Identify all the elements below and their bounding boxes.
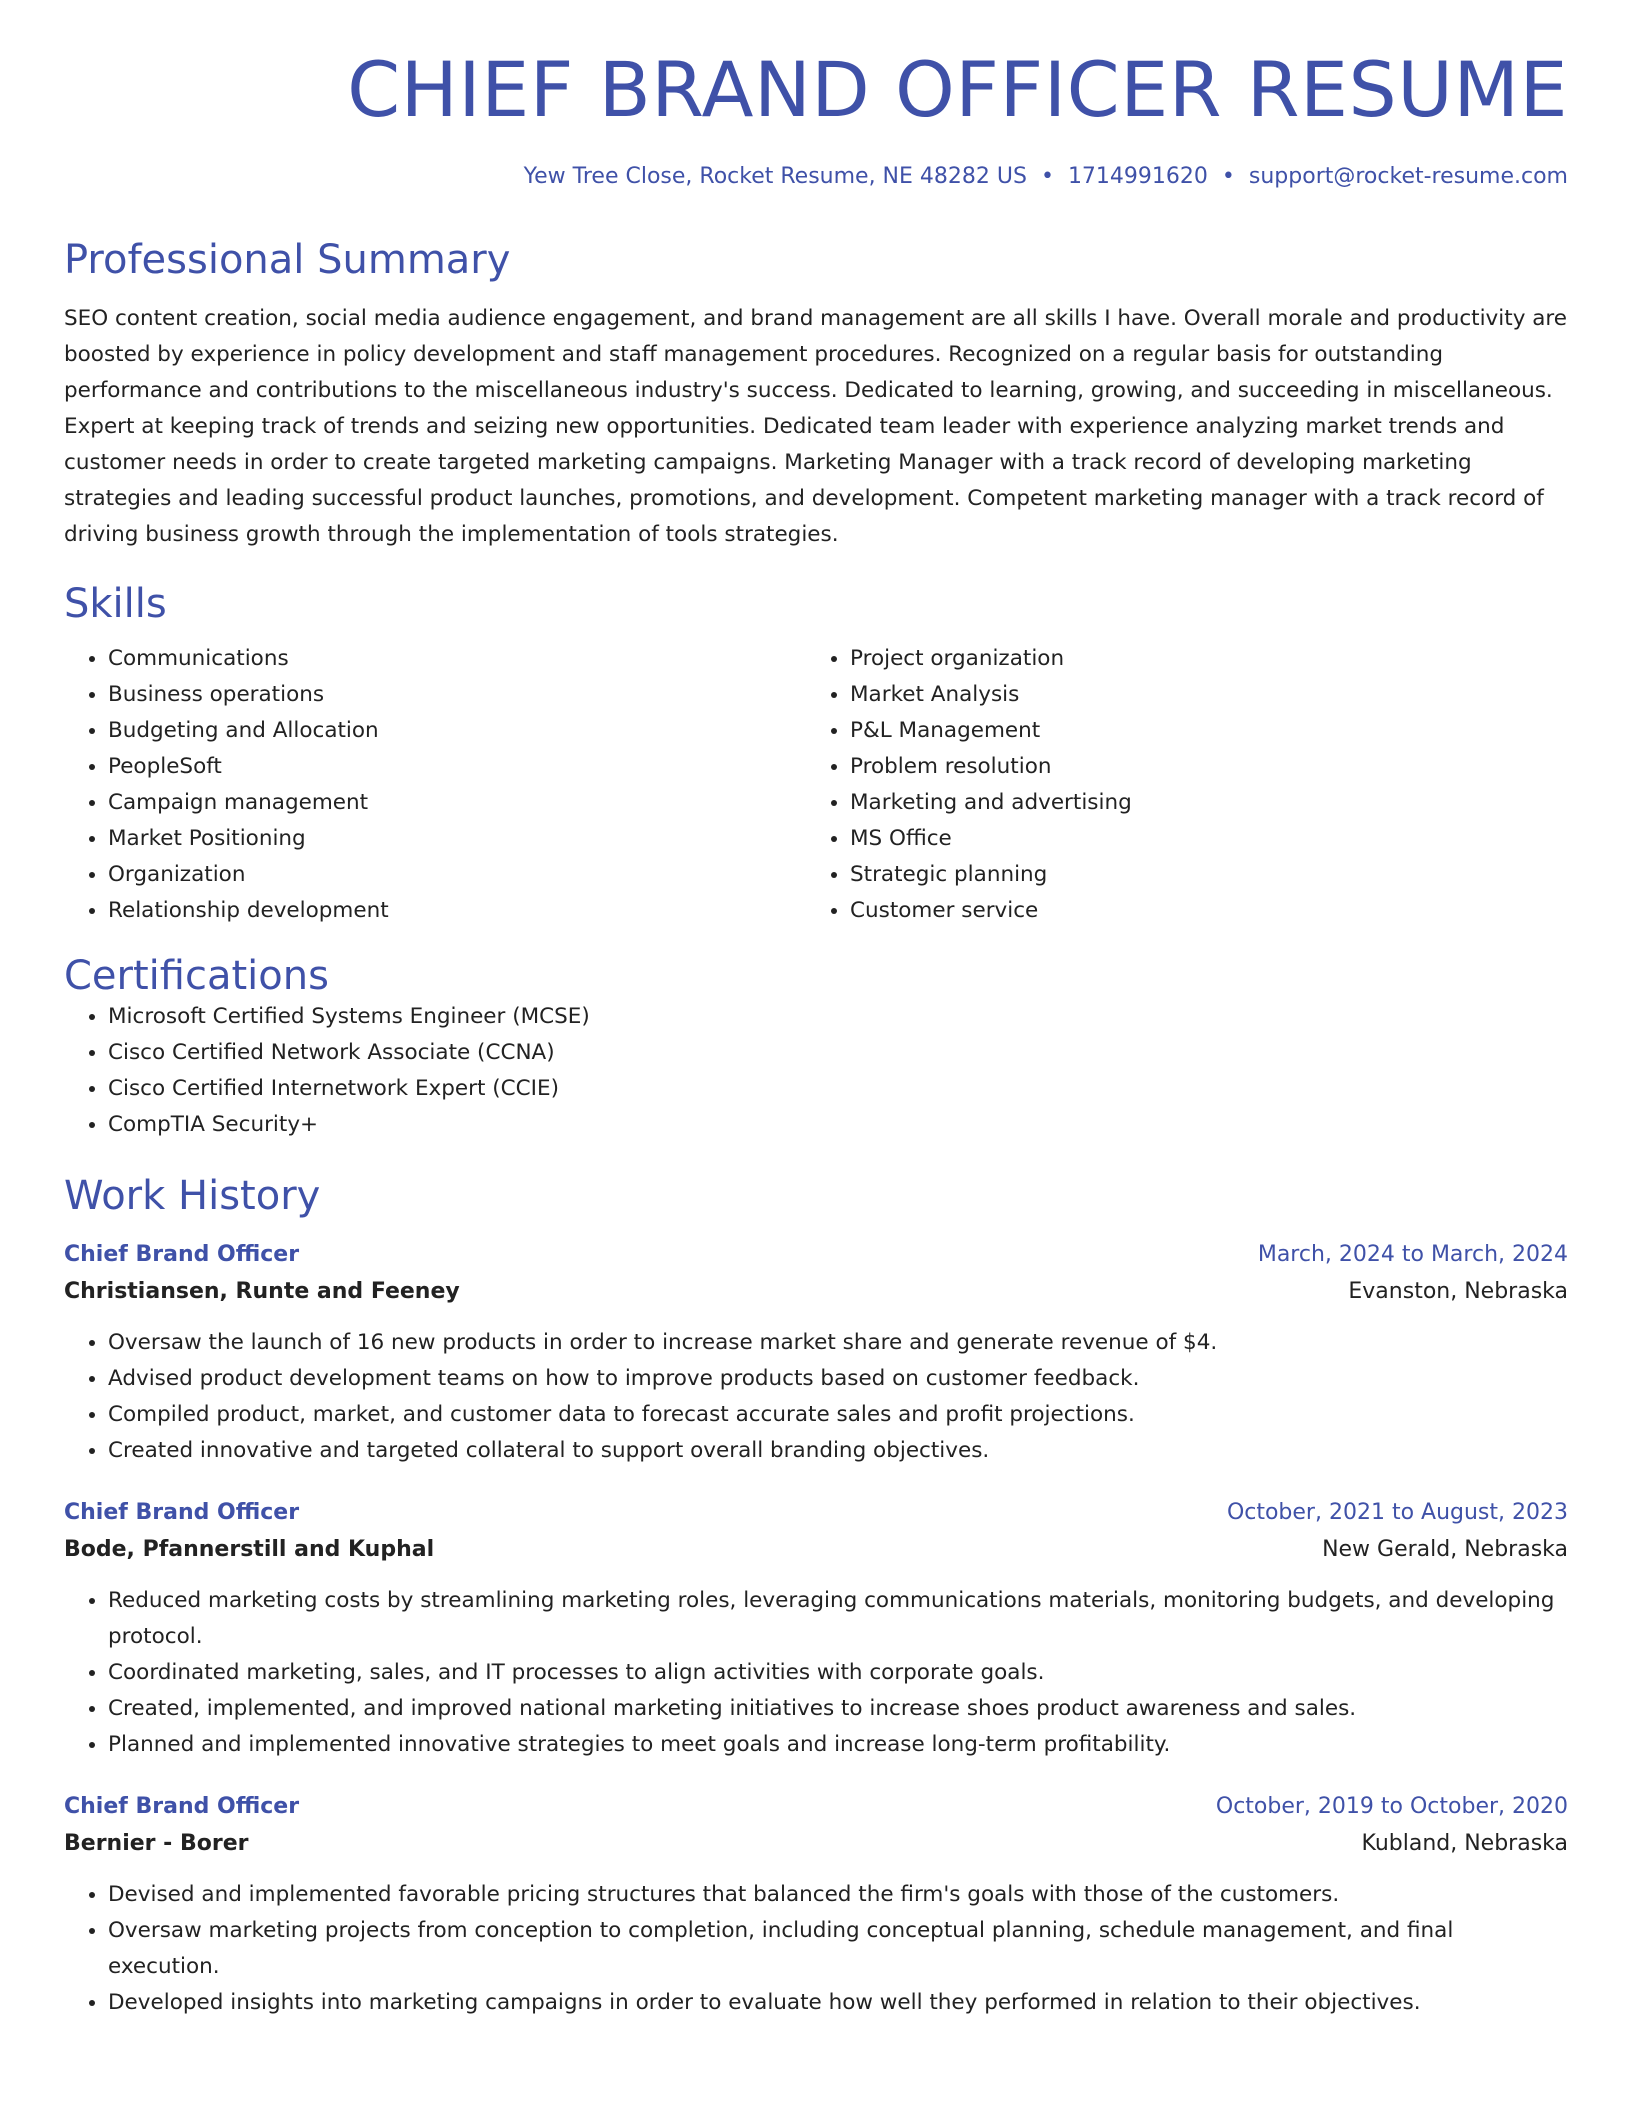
- certifications-heading: Certifications: [64, 953, 329, 999]
- job-bullet: • Oversaw marketing projects from conception to completion, including conceptual planning, schedule management, and final execution.: [108, 1913, 1568, 1985]
- certification-item: • Cisco Certified Internetwork Expert (CCIE): [108, 1071, 1568, 1107]
- job-entry: [64, 1237, 1568, 1469]
- separator-dot: •: [1040, 164, 1054, 189]
- skill-item: • Relationship development: [108, 893, 806, 929]
- job-company-row: [64, 1825, 1568, 1863]
- job-dates: October, 2019 to October, 2020: [1215, 1794, 1568, 1819]
- job-company-row: [64, 1531, 1568, 1569]
- job-bullets: [64, 1325, 1568, 1469]
- skill-item: • Organization: [108, 857, 806, 893]
- contact-email: support@rocket-resume.com: [1248, 164, 1568, 189]
- certification-item: • Microsoft Certified Systems Engineer (MCSE): [108, 999, 1568, 1035]
- job-bullet: • Devised and implemented favorable pricing structures that balanced the firm's goals with those of the customers.: [108, 1877, 1568, 1913]
- job-bullet: • Reduced marketing costs by streamlining marketing roles, leveraging communications materials, monitoring budgets, and developing protocol.: [108, 1583, 1568, 1655]
- skill-item: • Market Positioning: [108, 821, 806, 857]
- job-header-row: [64, 1237, 1568, 1273]
- job-dates: October, 2021 to August, 2023: [1226, 1500, 1568, 1525]
- job-header-row: [64, 1495, 1568, 1531]
- job-bullet: • Created innovative and targeted collateral to support overall branding objectives.: [108, 1433, 1568, 1469]
- skill-item: • Communications: [108, 641, 806, 677]
- job-company-row: [64, 1273, 1568, 1311]
- job-dates: March, 2024 to March, 2024: [1257, 1242, 1568, 1267]
- job-location: Evanston, Nebraska: [1348, 1279, 1568, 1304]
- job-bullet: • Planned and implemented innovative strategies to meet goals and increase long-term profitability.: [108, 1727, 1568, 1763]
- contact-phone: 1714991620: [1067, 164, 1208, 189]
- skill-item: • Budgeting and Allocation: [108, 713, 806, 749]
- skills-heading: Skills: [64, 581, 167, 627]
- skill-item: • MS Office: [850, 821, 1548, 857]
- job-header-row: [64, 1789, 1568, 1825]
- job-company: Bernier - Borer: [64, 1831, 249, 1856]
- skills-list-left: [64, 641, 806, 929]
- certification-item: • CompTIA Security+: [108, 1107, 1568, 1143]
- job-bullets: [64, 1583, 1568, 1763]
- skills-list-right: [806, 641, 1548, 929]
- contact-address: Yew Tree Close, Rocket Resume, NE 48282 US: [523, 164, 1027, 189]
- job-company: Bode, Pfannerstill and Kuphal: [64, 1537, 435, 1562]
- skill-item: • Market Analysis: [850, 677, 1548, 713]
- job-entry: [64, 1495, 1568, 1763]
- skill-item: • Marketing and advertising: [850, 785, 1548, 821]
- separator-dot: •: [1221, 164, 1235, 189]
- skill-item: • Problem resolution: [850, 749, 1548, 785]
- contact-line: [64, 164, 1568, 189]
- resume-header: [64, 0, 1568, 189]
- skill-item: • PeopleSoft: [108, 749, 806, 785]
- job-location: New Gerald, Nebraska: [1322, 1537, 1568, 1562]
- skill-item: • Project organization: [850, 641, 1548, 677]
- job-bullet: • Created, implemented, and improved national marketing initiatives to increase shoes product awareness and sales.: [108, 1691, 1568, 1727]
- job-bullet: • Coordinated marketing, sales, and IT processes to align activities with corporate goals.: [108, 1655, 1568, 1691]
- job-bullet: • Compiled product, market, and customer data to forecast accurate sales and profit projections.: [108, 1397, 1568, 1433]
- job-bullet: • Oversaw the launch of 16 new products in order to increase market share and generate revenue of $4.: [108, 1325, 1568, 1361]
- skill-item: • Strategic planning: [850, 857, 1548, 893]
- resume-title: CHIEF BRAND OFFICER RESUME: [347, 45, 1568, 134]
- skill-item: • Business operations: [108, 677, 806, 713]
- job-entry: [64, 1789, 1568, 2021]
- certification-item: • Cisco Certified Network Associate (CCNA): [108, 1035, 1568, 1071]
- job-bullets: [64, 1877, 1568, 2021]
- skill-item: • P&L Management: [850, 713, 1548, 749]
- skill-item: • Campaign management: [108, 785, 806, 821]
- job-role: Chief Brand Officer: [64, 1500, 300, 1525]
- summary-text: SEO content creation, social media audience engagement, and brand management are all skills I have. Overall morale and productivity are boosted by experience in policy development and staff management procedures. Recognized on a regular basis for outstanding performance and contributions to the miscellaneous industry's success. Dedicated to learning, growing, and succeeding in miscellaneous. Expert at keeping track of trends and seizing new opportunities. Dedicated team leader with experience analyzing market trends and customer needs in order to create targeted marketing campaigns. Marketing Manager with a track record of developing marketing strategies and leading successful product launches, promotions, and development. Competent marketing manager with a track record of driving business growth through the implementation of tools strategies.: [64, 306, 1568, 547]
- job-role: Chief Brand Officer: [64, 1794, 300, 1819]
- work-history-heading: Work History: [64, 1173, 321, 1219]
- job-bullet: • Developed insights into marketing campaigns in order to evaluate how well they performed in relation to their objectives.: [108, 1985, 1568, 2021]
- job-location: Kubland, Nebraska: [1361, 1831, 1568, 1856]
- job-role: Chief Brand Officer: [64, 1242, 300, 1267]
- job-bullet: • Advised product development teams on how to improve products based on customer feedback.: [108, 1361, 1568, 1397]
- summary-heading: Professional Summary: [64, 237, 511, 283]
- skills-columns: [64, 641, 1568, 929]
- certifications-list: [64, 999, 1568, 1143]
- skill-item: • Customer service: [850, 893, 1548, 929]
- job-company: Christiansen, Runte and Feeney: [64, 1279, 460, 1304]
